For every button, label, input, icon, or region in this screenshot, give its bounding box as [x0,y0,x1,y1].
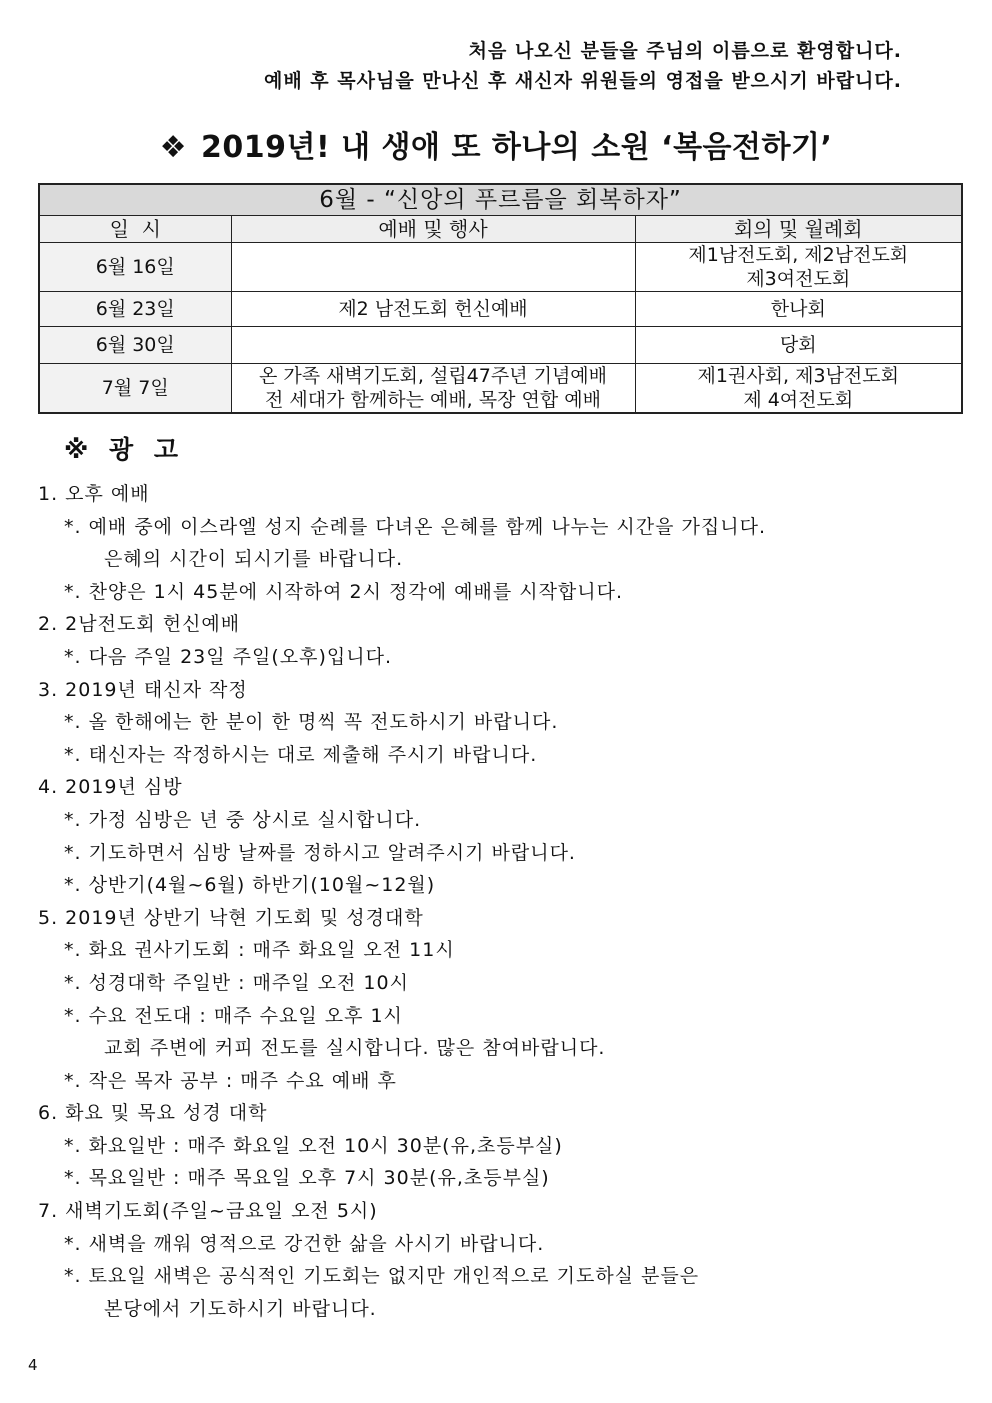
list-item: *. 찬양은 1시 45분에 시작하여 2시 정각에 예배를 시작합니다. [64,580,624,603]
list-item: *. 다음 주일 23일 주일(오후)입니다. [64,645,392,668]
announcements-title: ※ 광 고 [64,435,185,464]
row-meeting: 당회 [635,327,962,364]
row-date: 7월 7일 [39,364,231,414]
announcement-section [38,478,958,608]
row-event: 제2 남전도회 헌신예배 [231,292,635,327]
section-heading: 6. 화요 및 목요 성경 대학 [38,1102,268,1125]
table-row [39,327,962,364]
section-heading: 5. 2019년 상반기 낙현 기도회 및 성경대학 [38,906,424,929]
schedule-title: 6월 - “신앙의 푸르름을 회복하자” [39,184,962,216]
announcement-section [38,771,958,901]
table-row [39,292,962,327]
list-item: *. 태신자는 작정하시는 대로 제출해 주시기 바랍니다. [64,743,538,766]
section-heading: 4. 2019년 심방 [38,776,183,799]
welcome-line-2: 예배 후 목사님을 만나신 후 새신자 위원들의 영접을 받으시기 바랍니다. [263,70,902,92]
list-item-continuation: 본당에서 기도하시기 바랍니다. [104,1297,377,1320]
list-item: *. 성경대학 주일반 : 매주일 오전 10시 [64,971,409,994]
list-item: *. 토요일 새벽은 공식적인 기도회는 없지만 개인적으로 기도하실 분들은 [64,1265,700,1288]
row-meeting: 한나회 [635,292,962,327]
announcement-section [38,902,958,1098]
announcement-section [38,674,958,772]
row-date: 6월 16일 [39,243,231,292]
row-event [231,327,635,364]
row-event [231,243,635,292]
list-item: *. 올 한해에는 한 분이 한 명씩 꼭 전도하시기 바랍니다. [64,711,559,734]
announcement-section [38,1195,958,1325]
section-heading: 2. 2남전도회 헌신예배 [38,613,241,636]
section-heading: 7. 새벽기도회(주일~금요일 오전 5시) [38,1200,378,1223]
list-item: *. 화요일반 : 매주 화요일 오전 10시 30분(유,초등부실) [64,1134,563,1157]
section-heading: 1. 오후 예배 [38,483,150,505]
column-header-meetings: 회의 및 월례회 [635,216,962,243]
announcement-section [38,1097,958,1195]
schedule-table [38,183,963,414]
column-header-date: 일 시 [39,216,231,243]
list-item: *. 화요 권사기도회 : 매주 화요일 오전 11시 [64,939,455,962]
list-item-continuation: 교회 주변에 커피 전도를 실시합니다. 많은 참여바랍니다. [104,1037,606,1060]
list-item: *. 수요 전도대 : 매주 수요일 오후 1시 [64,1004,403,1027]
row-meeting: 제1권사회, 제3남전도회 제 4여전도회 [635,364,962,414]
list-item: *. 작은 목자 공부 : 매주 수요 예배 후 [64,1069,397,1092]
page-number: 4 [28,1356,38,1374]
diamond-bullet-icon: ❖ [159,130,188,165]
page-title-text: 2019년! 내 생애 또 하나의 소원 ‘복음전하기’ [201,130,833,165]
table-row [39,243,962,292]
list-item: *. 기도하면서 심방 날짜를 정하시고 알려주시기 바랍니다. [64,841,576,864]
list-item: *. 새벽을 깨워 영적으로 강건한 삶을 사시기 바랍니다. [64,1232,545,1255]
list-item: *. 예배 중에 이스라엘 성지 순례를 다녀온 은혜를 함께 나누는 시간을 가집니다. [64,515,766,538]
list-item: *. 상반기(4월~6월) 하반기(10월~12월) [64,874,436,897]
column-header-events: 예배 및 행사 [231,216,635,243]
page-title [0,122,992,166]
announcements-list [38,478,958,1325]
row-event: 온 가족 새벽기도회, 설립47주년 기념예배 전 세대가 함께하는 예배, 목장 연합 예배 [231,364,635,414]
announcement-section [38,608,958,673]
list-item: *. 가정 심방은 년 중 상시로 실시합니다. [64,808,422,831]
list-item: *. 목요일반 : 매주 목요일 오후 7시 30분(유,초등부실) [64,1167,550,1190]
table-row [39,364,962,414]
row-date: 6월 23일 [39,292,231,327]
section-heading: 3. 2019년 태신자 작정 [38,678,248,701]
row-date: 6월 30일 [39,327,231,364]
welcome-message [264,36,902,96]
welcome-line-1: 처음 나오신 분들을 주님의 이름으로 환영합니다. [468,40,902,62]
row-meeting: 제1남전도회, 제2남전도회 제3여전도회 [635,243,962,292]
list-item-continuation: 은혜의 시간이 되시기를 바랍니다. [104,548,404,571]
